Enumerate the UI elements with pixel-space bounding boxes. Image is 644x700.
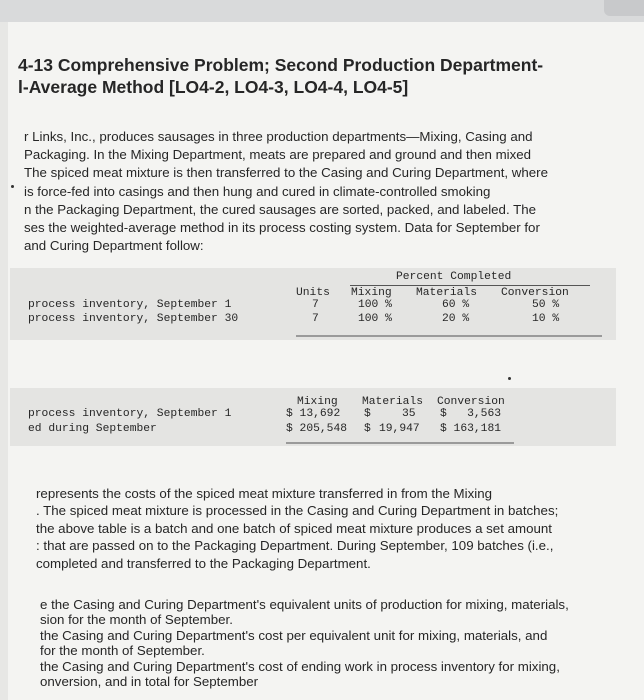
materials-cost: 35 <box>402 408 416 420</box>
row-label: process inventory, September 30 <box>28 313 239 325</box>
intro-line: and Curing Department follow: <box>24 238 204 254</box>
col-header-units: Units <box>296 287 330 299</box>
paragraph-line: : that are passed on to the Packaging Department. During September, 109 batches (i.e., <box>36 538 554 554</box>
units-value: 7 <box>312 313 319 325</box>
col-header-materials: Materials <box>362 396 424 408</box>
top-bar-badge <box>604 0 644 16</box>
intro-line: r Links, Inc., produces sausages in three production departments—Mixing, Casing and <box>24 129 533 144</box>
materials-value: 20 % <box>442 313 470 325</box>
task-line: the Casing and Curing Department's cost of ending work in process inventory for mixing, <box>40 658 560 674</box>
materials-value: 60 % <box>442 299 470 311</box>
conversion-cost: $ 3,563 <box>440 408 502 420</box>
conversion-cost: $ 163,181 <box>440 423 502 435</box>
col-header-materials: Materials <box>416 287 478 299</box>
intro-line: ses the weighted-average method in its process costing system. Data for September for <box>24 220 540 236</box>
bullet-dot <box>11 185 14 188</box>
col-header-mixing: Mixing <box>297 396 338 408</box>
row-label: process inventory, September 1 <box>28 408 232 420</box>
percent-completed-header: Percent Completed <box>396 271 512 283</box>
required-tasks <box>40 597 630 689</box>
speck-dot <box>508 377 511 380</box>
mixing-cost: $ 13,692 <box>286 408 341 420</box>
materials-dollar-sign: $ <box>364 408 371 420</box>
table-bottom-rule <box>286 442 514 444</box>
col-header-mixing: Mixing <box>351 287 392 299</box>
paragraph-line: the above table is a batch and one batch of spiced meat mixture produces a set amount <box>36 520 552 536</box>
task-line: for the month of September. <box>40 643 205 659</box>
cost-table <box>10 388 616 446</box>
task-line: the Casing and Curing Department's cost per equivalent unit for mixing, materials, and <box>40 627 548 643</box>
conversion-value: 10 % <box>532 313 560 325</box>
conversion-value: 50 % <box>532 299 560 311</box>
mixing-value: 100 % <box>358 299 392 311</box>
intro-paragraph <box>24 128 624 255</box>
intro-line: The spiced meat mixture is then transferred to the Casing and Curing Department, where <box>24 165 549 181</box>
table-bottom-rule <box>296 335 602 337</box>
paragraph-line: completed and transferred to the Packaging Department. <box>36 555 371 571</box>
task-line: onversion, and in total for September <box>40 674 259 690</box>
materials-cost: 19,947 <box>379 423 420 435</box>
intro-line: Packaging. In the Mixing Department, meats are prepared and ground and then mixed <box>24 147 532 163</box>
task-line: sion for the month of September. <box>40 612 233 628</box>
units-value: 7 <box>312 299 319 311</box>
mixing-value: 100 % <box>358 313 392 325</box>
title-line-2: l-Average Method [LO4-2, LO4-3, LO4-4, LO4-5] <box>18 77 409 97</box>
units-table <box>10 268 616 340</box>
task-line: e the Casing and Curing Department's equivalent units of production for mixing, materials, <box>40 597 569 612</box>
mixing-cost: $ 205,548 <box>286 423 348 435</box>
top-bar <box>0 0 644 22</box>
row-label: ed during September <box>28 423 157 435</box>
intro-line: is force-fed into casings and then hung and cured in climate-controlled smoking <box>24 183 491 199</box>
paragraph-line: represents the costs of the spiced meat mixture transferred in from the Mixing <box>36 486 492 501</box>
materials-dollar-sign: $ <box>364 423 371 435</box>
col-header-conversion: Conversion <box>501 287 569 299</box>
paragraph-line: . The spiced meat mixture is processed in the Casing and Curing Department in batches; <box>36 503 559 519</box>
col-header-conversion: Conversion <box>437 396 505 408</box>
problem-title <box>18 54 628 98</box>
transfer-paragraph <box>36 485 626 572</box>
intro-line: n the Packaging Department, the cured sausages are sorted, packed, and labeled. The <box>24 201 537 217</box>
row-label: process inventory, September 1 <box>28 299 232 311</box>
header-underline <box>350 285 590 286</box>
title-line-1: 4-13 Comprehensive Problem; Second Production Department- <box>18 55 544 75</box>
